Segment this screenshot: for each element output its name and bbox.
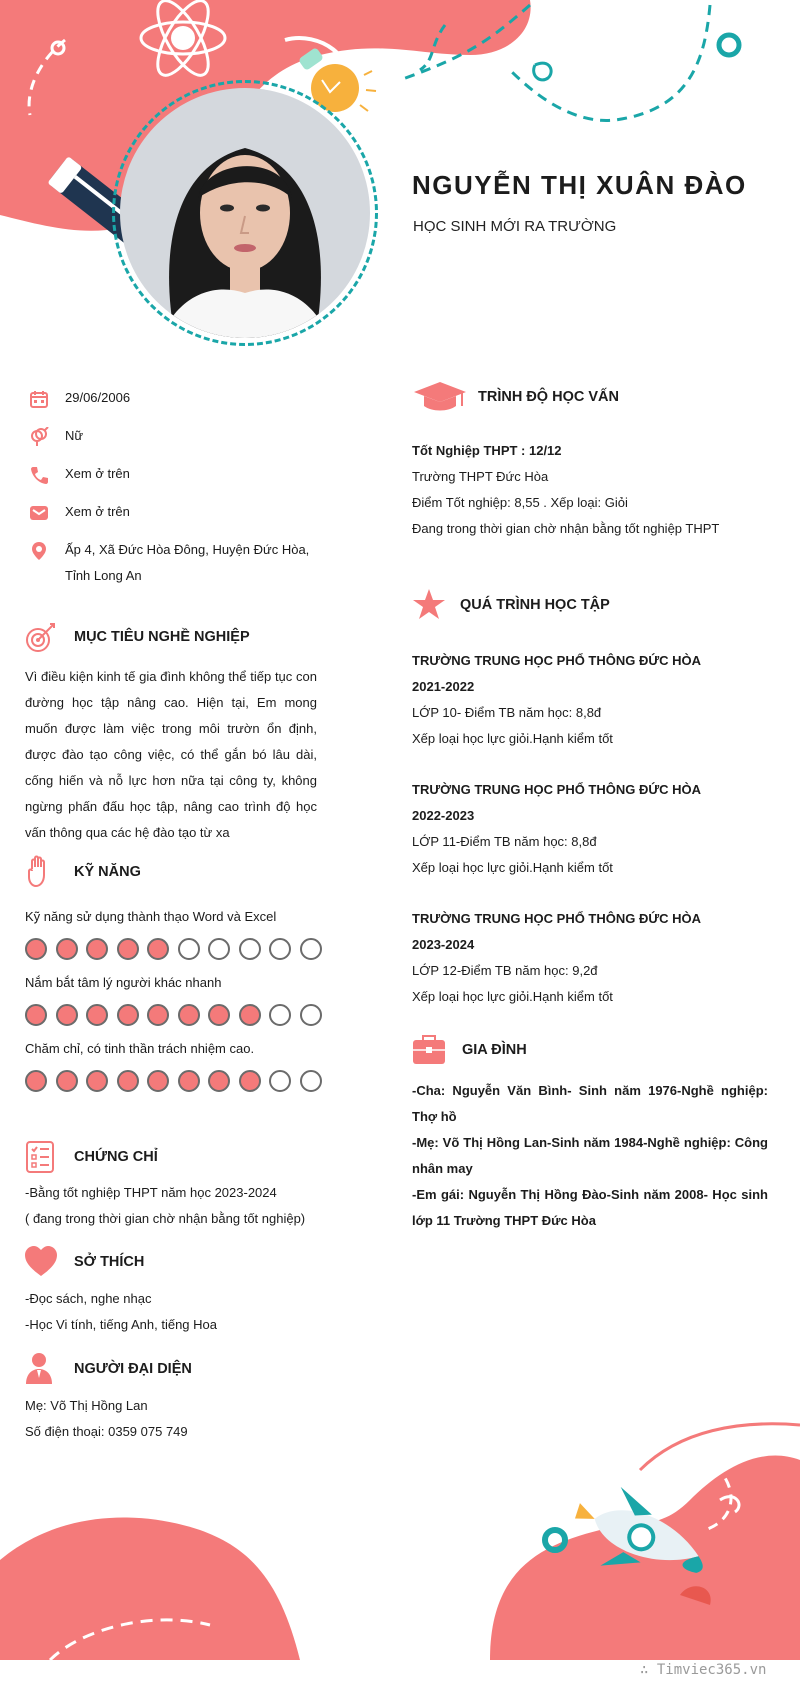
skill-rating <box>25 1070 325 1092</box>
study-rank: Xếp loại học lực giỏi.Hạnh kiểm tốt <box>412 731 613 746</box>
rating-dot-filled <box>147 1070 169 1092</box>
email-icon <box>29 503 49 523</box>
certificate-line2: ( đang trong thời gian chờ nhận bằng tốt nghiệp) <box>25 1211 306 1226</box>
family-header <box>412 1033 712 1067</box>
rating-dot-filled <box>147 1004 169 1026</box>
family-line2: -Mẹ: Võ Thị Hồng Lan-Sinh năm 1984-Nghề nghiệp: Công nhân may <box>412 1135 768 1176</box>
phone-icon <box>29 465 49 485</box>
location-pin-icon <box>29 541 49 561</box>
rating-dot-filled <box>117 1004 139 1026</box>
heart-icon <box>24 1245 58 1279</box>
footer-decoration <box>0 1410 800 1660</box>
rating-dot-empty <box>269 1070 291 1092</box>
rating-dot-filled <box>208 1070 230 1092</box>
address-line2: Tỉnh Long An <box>65 568 142 583</box>
dob-text: 29/06/2006 <box>65 390 131 405</box>
email-row <box>25 499 325 525</box>
family-text <box>412 1078 768 1234</box>
reference-text <box>25 1393 325 1445</box>
education-title: TRÌNH ĐỘ HỌC VẤN <box>478 389 619 405</box>
gender-row <box>25 423 325 449</box>
person-icon <box>24 1352 58 1386</box>
study-school: TRƯỜNG TRUNG HỌC PHỔ THÔNG ĐỨC HÒA <box>412 653 702 668</box>
skill-label: Kỹ năng sử dụng thành thạo Word và Excel <box>25 909 277 924</box>
hand-icon <box>24 855 58 889</box>
certificates-title: CHỨNG CHỈ <box>74 1149 158 1165</box>
watermark: ∴ Timviec365.vn <box>640 1662 767 1678</box>
candidate-role: HỌC SINH MỚI RA TRƯỜNG <box>413 218 617 235</box>
education-line2: Trường THPT Đức Hòa <box>412 469 549 484</box>
education-line3: Điểm Tốt nghiệp: 8,55 . Xếp loại: Giỏi <box>412 495 628 510</box>
study-list <box>412 648 772 1035</box>
rating-dot-filled <box>239 1070 261 1092</box>
rating-dot-empty <box>269 1004 291 1026</box>
hobbies-title: SỞ THÍCH <box>74 1254 145 1270</box>
study-detail: LỚP 10- Điểm TB năm học: 8,8đ <box>412 705 602 720</box>
skill-label: Chăm chỉ, có tinh thần trách nhiệm cao. <box>25 1041 255 1056</box>
skill-rating <box>25 938 325 960</box>
study-years: 2021-2022 <box>412 679 475 694</box>
rating-dot-empty <box>300 1070 322 1092</box>
skill-rating <box>25 1004 325 1026</box>
address-line1: Ấp 4, Xã Đức Hòa Đông, Huyện Đức Hòa, <box>65 542 310 557</box>
study-years: 2022-2023 <box>412 808 475 823</box>
skill-label: Nắm bắt tâm lý người khác nhanh <box>25 975 222 990</box>
skills-list <box>25 904 325 1102</box>
hobbies-text <box>25 1286 325 1338</box>
briefcase-icon <box>412 1033 446 1067</box>
rating-dot-empty <box>178 938 200 960</box>
reference-line2: Số điện thoại: 0359 075 749 <box>25 1424 188 1439</box>
education-text <box>412 438 772 542</box>
rating-dot-empty <box>300 1004 322 1026</box>
rating-dot-empty <box>208 938 230 960</box>
contact-info <box>25 385 325 601</box>
rating-dot-filled <box>86 938 108 960</box>
rating-dot-empty <box>300 938 322 960</box>
rating-dot-filled <box>178 1070 200 1092</box>
education-line4: Đang trong thời gian chờ nhận bằng tốt nghiệp THPT <box>412 521 720 536</box>
family-line3: -Em gái: Nguyễn Thị Hồng Đào-Sinh năm 2008- Học sinh lớp 11 Trường THPT Đức Hòa <box>412 1187 768 1228</box>
phone-text: Xem ở trên <box>65 466 130 481</box>
study-rank: Xếp loại học lực giỏi.Hạnh kiểm tốt <box>412 860 613 875</box>
study-header <box>412 588 712 622</box>
phone-row <box>25 461 325 487</box>
reference-title: NGƯỜI ĐẠI DIỆN <box>74 1361 192 1377</box>
gender-text: Nữ <box>65 428 84 443</box>
graduation-cap-icon <box>412 380 468 414</box>
study-detail: LỚP 12-Điểm TB năm học: 9,2đ <box>412 963 598 978</box>
objective-text: Vì điều kiện kinh tế gia đình không thể tiếp tục con đường học tập nâng cao. Hiện tại, Em mong muốn được làm việc trong môi trườn ổn định, được đào tạo công việc, có thể gắn bó lâu dài, cống hiến và nỗ lực hơn nữa tại công ty, không ngừng phấn đấu học tập, nâng cao trình độ học vấn thông qua các hệ đào tạo từ xa <box>25 669 317 840</box>
avatar <box>120 88 370 338</box>
study-detail: LỚP 11-Điểm TB năm học: 8,8đ <box>412 834 597 849</box>
rating-dot-filled <box>56 1070 78 1092</box>
education-line1: Tốt Nghiệp THPT : 12/12 <box>412 443 562 458</box>
skills-title: KỸ NĂNG <box>74 864 141 880</box>
study-school: TRƯỜNG TRUNG HỌC PHỔ THÔNG ĐỨC HÒA <box>412 782 702 797</box>
rating-dot-filled <box>25 938 47 960</box>
calendar-icon <box>29 389 49 409</box>
star-icon <box>412 588 446 622</box>
rating-dot-filled <box>86 1070 108 1092</box>
dob-row <box>25 385 325 411</box>
certificate-line1: -Bằng tốt nghiệp THPT năm học 2023-2024 <box>25 1185 277 1200</box>
hobby-line1: -Đọc sách, nghe nhạc <box>25 1291 152 1306</box>
rating-dot-filled <box>56 1004 78 1026</box>
study-entry <box>412 648 772 752</box>
address-row <box>25 537 325 589</box>
gender-icon <box>29 427 49 447</box>
hobby-line2: -Học Vi tính, tiếng Anh, tiếng Hoa <box>25 1317 217 1332</box>
rating-dot-filled <box>56 938 78 960</box>
rating-dot-filled <box>117 938 139 960</box>
rating-dot-filled <box>25 1070 47 1092</box>
rating-dot-empty <box>239 938 261 960</box>
family-title: GIA ĐÌNH <box>462 1042 527 1058</box>
rating-dot-filled <box>239 1004 261 1026</box>
objective-title: MỤC TIÊU NGHỀ NGHIỆP <box>74 629 250 645</box>
checklist-icon <box>24 1140 58 1174</box>
rating-dot-filled <box>25 1004 47 1026</box>
study-entry <box>412 906 772 1010</box>
study-entry <box>412 777 772 881</box>
study-rank: Xếp loại học lực giỏi.Hạnh kiểm tốt <box>412 989 613 1004</box>
target-icon <box>24 620 58 654</box>
reference-line1: Mẹ: Võ Thị Hồng Lan <box>25 1398 148 1413</box>
study-title: QUÁ TRÌNH HỌC TẬP <box>460 597 610 613</box>
certificates-text <box>25 1180 325 1232</box>
rating-dot-filled <box>208 1004 230 1026</box>
rating-dot-filled <box>86 1004 108 1026</box>
rating-dot-filled <box>117 1070 139 1092</box>
rating-dot-filled <box>147 938 169 960</box>
education-header <box>412 380 712 414</box>
rating-dot-empty <box>269 938 291 960</box>
study-school: TRƯỜNG TRUNG HỌC PHỔ THÔNG ĐỨC HÒA <box>412 911 702 926</box>
candidate-name: NGUYỄN THỊ XUÂN ĐÀO <box>412 170 747 200</box>
study-years: 2023-2024 <box>412 937 475 952</box>
family-line1: -Cha: Nguyễn Văn Bình- Sinh năm 1976-Nghề nghiệp: Thợ hồ <box>412 1083 768 1124</box>
rating-dot-filled <box>178 1004 200 1026</box>
email-text: Xem ở trên <box>65 504 130 519</box>
